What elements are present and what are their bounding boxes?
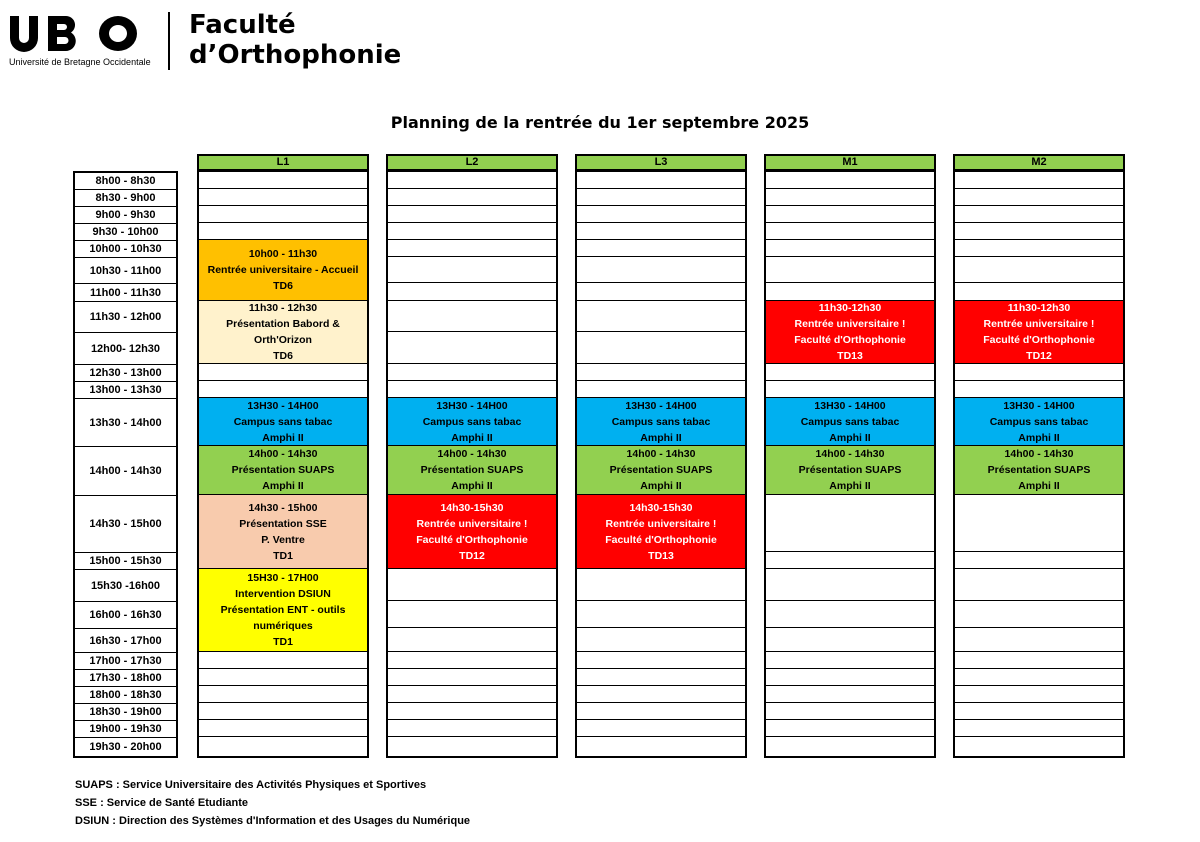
time-slot: 13h30 - 14h00 bbox=[75, 399, 176, 447]
time-slot: 9h30 - 10h00 bbox=[75, 224, 176, 241]
time-slot: 19h30 - 20h00 bbox=[89, 740, 162, 753]
empty-slot bbox=[388, 172, 556, 189]
event-line: 14h00 - 14h30 bbox=[248, 448, 318, 460]
empty-slot bbox=[388, 703, 556, 720]
event-line: Amphi II bbox=[829, 431, 871, 444]
event-line: TD13 bbox=[648, 549, 674, 562]
empty-slot bbox=[577, 569, 745, 601]
empty-slot bbox=[955, 552, 1123, 569]
event-line: P. Ventre bbox=[261, 533, 305, 546]
time-slot: 16h00 - 16h30 bbox=[75, 602, 176, 629]
event-line: Intervention DSIUN bbox=[235, 588, 331, 600]
event-block bbox=[199, 569, 367, 652]
empty-slot bbox=[577, 301, 745, 332]
empty-slot bbox=[199, 381, 367, 398]
time-slot: 8h00 - 8h30 bbox=[75, 173, 176, 190]
day-header-l2: L2 bbox=[386, 154, 558, 171]
time-slot: 10h00 - 10h30 bbox=[75, 241, 176, 258]
empty-slot bbox=[199, 206, 367, 223]
event-line: Orth'Orizon bbox=[254, 334, 312, 346]
day-column-l1 bbox=[197, 171, 369, 758]
empty-slot bbox=[577, 601, 745, 628]
empty-slot bbox=[577, 189, 745, 206]
event-line: numériques bbox=[253, 620, 313, 632]
empty-slot bbox=[955, 495, 1123, 552]
event-line: 13H30 - 14H00 bbox=[814, 399, 886, 412]
event-line: Présentation SUAPS bbox=[798, 464, 902, 476]
logo-subtitle: Université de Bretagne Occidentale bbox=[9, 57, 151, 67]
header-divider bbox=[168, 12, 170, 70]
day-header-l3: L3 bbox=[575, 154, 747, 171]
time-slot: 15h30 -16h00 bbox=[75, 570, 176, 602]
event-line: 14h30 - 15h00 bbox=[248, 501, 318, 514]
event-line: Amphi II bbox=[1018, 431, 1060, 444]
event-line: 14h00 - 14h30 bbox=[815, 448, 885, 460]
event-block bbox=[577, 495, 745, 569]
empty-slot bbox=[577, 172, 745, 189]
event-line: 11h30-12h30 bbox=[818, 302, 882, 314]
empty-slot bbox=[577, 628, 745, 652]
empty-slot bbox=[955, 172, 1123, 189]
event-line: 13H30 - 14H00 bbox=[247, 399, 319, 412]
event-block bbox=[388, 398, 556, 446]
empty-slot bbox=[388, 628, 556, 652]
event-line: Présentation Babord & bbox=[226, 318, 340, 330]
faculty-line-1: Faculté bbox=[189, 10, 296, 40]
event-line: 11h30-12h30 bbox=[1007, 302, 1071, 314]
event-line: Rentrée universitaire ! bbox=[416, 517, 528, 530]
time-slot: 9h00 - 9h30 bbox=[75, 207, 176, 224]
event-line: TD13 bbox=[837, 350, 863, 362]
empty-slot bbox=[766, 364, 934, 381]
event-line: TD6 bbox=[273, 280, 293, 292]
empty-slot bbox=[388, 283, 556, 301]
event-line: Campus sans tabac bbox=[422, 415, 522, 428]
empty-slot bbox=[955, 257, 1123, 283]
empty-slot bbox=[766, 223, 934, 240]
event-block bbox=[388, 495, 556, 569]
empty-slot bbox=[388, 223, 556, 240]
empty-slot bbox=[388, 569, 556, 601]
time-slot: 16h30 - 17h00 bbox=[75, 629, 176, 653]
empty-slot bbox=[766, 283, 934, 301]
event-line: Présentation SUAPS bbox=[987, 464, 1091, 476]
empty-slot bbox=[577, 669, 745, 686]
faculty-line-2: d’Orthophonie bbox=[189, 40, 402, 70]
empty-slot bbox=[199, 172, 367, 189]
empty-slot bbox=[766, 703, 934, 720]
event-line: Campus sans tabac bbox=[989, 415, 1089, 428]
empty-slot bbox=[955, 601, 1123, 628]
empty-slot bbox=[577, 332, 745, 364]
event-line: Présentation SUAPS bbox=[420, 464, 524, 476]
legend-item: SUAPS : Service Universitaire des Activités Physiques et Sportives bbox=[75, 779, 427, 791]
empty-slot bbox=[955, 364, 1123, 381]
time-slot: 18h30 - 19h00 bbox=[75, 704, 176, 721]
event-line: 14h30-15h30 bbox=[440, 501, 504, 514]
day-column-l3 bbox=[575, 171, 747, 758]
event-line: Campus sans tabac bbox=[611, 415, 711, 428]
time-slot: 8h30 - 9h00 bbox=[75, 190, 176, 207]
event-line: Faculté d'Orthophonie bbox=[416, 533, 528, 546]
empty-slot bbox=[955, 206, 1123, 223]
time-slot: 11h30 - 12h00 bbox=[75, 302, 176, 333]
empty-slot bbox=[766, 569, 934, 601]
empty-slot bbox=[388, 240, 556, 257]
legend-item: DSIUN : Direction des Systèmes d'Information et des Usages du Numérique bbox=[75, 815, 471, 827]
empty-slot bbox=[388, 601, 556, 628]
time-slot: 15h00 - 15h30 bbox=[75, 553, 176, 570]
empty-slot bbox=[766, 601, 934, 628]
page-title: Planning de la rentrée du 1er septembre 2025 bbox=[390, 113, 810, 132]
empty-slot bbox=[388, 257, 556, 283]
empty-slot bbox=[766, 628, 934, 652]
ubo-logo bbox=[6, 12, 156, 56]
event-line: Faculté d'Orthophonie bbox=[983, 334, 1095, 346]
empty-slot bbox=[199, 686, 367, 703]
event-line: 14h00 - 14h30 bbox=[437, 448, 507, 460]
empty-slot bbox=[766, 652, 934, 669]
empty-slot bbox=[577, 206, 745, 223]
event-block bbox=[199, 446, 367, 495]
empty-slot bbox=[388, 332, 556, 364]
empty-slot bbox=[577, 381, 745, 398]
time-slot: 17h00 - 17h30 bbox=[75, 653, 176, 670]
event-block bbox=[766, 446, 934, 495]
event-block bbox=[766, 398, 934, 446]
empty-slot bbox=[388, 301, 556, 332]
empty-slot bbox=[955, 189, 1123, 206]
event-block bbox=[577, 446, 745, 495]
event-line: TD1 bbox=[273, 549, 293, 562]
empty-slot bbox=[955, 686, 1123, 703]
faculty-title bbox=[189, 10, 401, 70]
event-line: Amphi II bbox=[262, 431, 304, 444]
empty-slot bbox=[766, 669, 934, 686]
empty-slot bbox=[766, 381, 934, 398]
empty-slot bbox=[199, 737, 367, 754]
empty-slot bbox=[388, 669, 556, 686]
event-line: 13H30 - 14H00 bbox=[625, 399, 697, 412]
empty-slot bbox=[199, 703, 367, 720]
event-block bbox=[199, 398, 367, 446]
empty-slot bbox=[955, 703, 1123, 720]
empty-slot bbox=[955, 381, 1123, 398]
empty-slot bbox=[388, 720, 556, 737]
empty-slot bbox=[577, 703, 745, 720]
empty-slot bbox=[766, 737, 934, 754]
event-line: Amphi II bbox=[451, 480, 493, 492]
empty-slot bbox=[766, 686, 934, 703]
empty-slot bbox=[577, 240, 745, 257]
empty-slot bbox=[577, 257, 745, 283]
time-slot: 12h00- 12h30 bbox=[75, 333, 176, 365]
empty-slot bbox=[388, 364, 556, 381]
event-line: Rentrée universitaire ! bbox=[794, 318, 906, 330]
empty-slot bbox=[199, 669, 367, 686]
empty-slot bbox=[199, 189, 367, 206]
empty-slot bbox=[766, 206, 934, 223]
empty-slot bbox=[388, 737, 556, 754]
event-line: Présentation ENT - outils bbox=[220, 604, 346, 616]
event-line: Présentation SUAPS bbox=[609, 464, 713, 476]
empty-slot bbox=[955, 240, 1123, 257]
empty-slot bbox=[388, 686, 556, 703]
event-line: Rentrée universitaire ! bbox=[983, 318, 1095, 330]
event-block bbox=[199, 240, 367, 301]
legend-item: SSE : Service de Santé Etudiante bbox=[75, 797, 249, 809]
event-block bbox=[577, 398, 745, 446]
event-line: Rentrée universitaire ! bbox=[605, 517, 717, 530]
event-line: Présentation SUAPS bbox=[231, 464, 335, 476]
empty-slot bbox=[199, 364, 367, 381]
empty-slot bbox=[388, 189, 556, 206]
empty-slot bbox=[955, 652, 1123, 669]
event-line: 15H30 - 17H00 bbox=[247, 572, 319, 584]
empty-slot bbox=[766, 720, 934, 737]
event-line: 14h30-15h30 bbox=[629, 501, 693, 514]
event-line: TD12 bbox=[459, 549, 485, 562]
empty-slot bbox=[766, 495, 934, 552]
empty-slot bbox=[766, 240, 934, 257]
event-line: Campus sans tabac bbox=[800, 415, 900, 428]
empty-slot bbox=[199, 223, 367, 240]
day-column-m2 bbox=[953, 171, 1125, 758]
day-column-m1 bbox=[764, 171, 936, 758]
event-line: TD12 bbox=[1026, 350, 1052, 362]
event-line: Présentation SSE bbox=[239, 517, 327, 530]
event-line: TD6 bbox=[273, 350, 293, 362]
time-slot: 17h30 - 18h00 bbox=[75, 670, 176, 687]
day-header-m1: M1 bbox=[764, 154, 936, 171]
empty-slot bbox=[766, 552, 934, 569]
empty-slot bbox=[199, 652, 367, 669]
empty-slot bbox=[388, 381, 556, 398]
event-line: TD1 bbox=[273, 636, 293, 648]
event-line: 11h30 - 12h30 bbox=[248, 302, 318, 314]
empty-slot bbox=[766, 189, 934, 206]
day-header-m2: M2 bbox=[953, 154, 1125, 171]
legend bbox=[75, 776, 470, 830]
time-slot: 10h30 - 11h00 bbox=[75, 258, 176, 284]
day-column-l2 bbox=[386, 171, 558, 758]
empty-slot bbox=[955, 720, 1123, 737]
empty-slot bbox=[577, 223, 745, 240]
event-line: Campus sans tabac bbox=[233, 415, 333, 428]
event-line: Rentrée universitaire - Accueil bbox=[207, 264, 359, 276]
event-line: Amphi II bbox=[451, 431, 493, 444]
event-line: Amphi II bbox=[640, 431, 682, 444]
event-line: 13H30 - 14H00 bbox=[436, 399, 508, 412]
empty-slot bbox=[577, 283, 745, 301]
event-block bbox=[766, 301, 934, 364]
event-block bbox=[199, 301, 367, 364]
empty-slot bbox=[577, 364, 745, 381]
empty-slot bbox=[955, 569, 1123, 601]
empty-slot bbox=[577, 686, 745, 703]
empty-slot bbox=[388, 206, 556, 223]
time-slot: 14h30 - 15h00 bbox=[75, 496, 176, 553]
ubo-logo-mark bbox=[6, 12, 156, 56]
event-block bbox=[199, 495, 367, 569]
empty-slot bbox=[577, 652, 745, 669]
event-line: 10h00 - 11h30 bbox=[248, 248, 318, 260]
empty-slot bbox=[388, 652, 556, 669]
event-line: Amphi II bbox=[829, 480, 871, 492]
event-block bbox=[955, 446, 1123, 495]
event-line: 13H30 - 14H00 bbox=[1003, 399, 1075, 412]
empty-slot bbox=[955, 223, 1123, 240]
day-header-l1: L1 bbox=[197, 154, 369, 171]
time-slot: 13h00 - 13h30 bbox=[75, 382, 176, 399]
event-block bbox=[955, 301, 1123, 364]
time-slot: 19h00 - 19h30 bbox=[75, 721, 176, 738]
empty-slot bbox=[955, 283, 1123, 301]
event-line: Amphi II bbox=[640, 480, 682, 492]
event-line: 14h00 - 14h30 bbox=[1004, 448, 1074, 460]
time-slot: 12h30 - 13h00 bbox=[75, 365, 176, 382]
event-line: 14h00 - 14h30 bbox=[626, 448, 696, 460]
empty-slot bbox=[577, 720, 745, 737]
empty-slot bbox=[955, 628, 1123, 652]
empty-slot bbox=[955, 737, 1123, 754]
empty-slot bbox=[766, 257, 934, 283]
event-line: Amphi II bbox=[1018, 480, 1060, 492]
empty-slot bbox=[577, 737, 745, 754]
time-slot: 11h00 - 11h30 bbox=[75, 284, 176, 302]
event-line: Faculté d'Orthophonie bbox=[794, 334, 906, 346]
time-column bbox=[73, 171, 178, 758]
time-slot: 14h00 - 14h30 bbox=[75, 447, 176, 496]
empty-slot bbox=[199, 720, 367, 737]
empty-slot bbox=[766, 172, 934, 189]
event-block bbox=[388, 446, 556, 495]
event-block bbox=[955, 398, 1123, 446]
time-slot: 18h00 - 18h30 bbox=[75, 687, 176, 704]
empty-slot bbox=[955, 669, 1123, 686]
event-line: Faculté d'Orthophonie bbox=[605, 533, 717, 546]
event-line: Amphi II bbox=[262, 480, 304, 492]
